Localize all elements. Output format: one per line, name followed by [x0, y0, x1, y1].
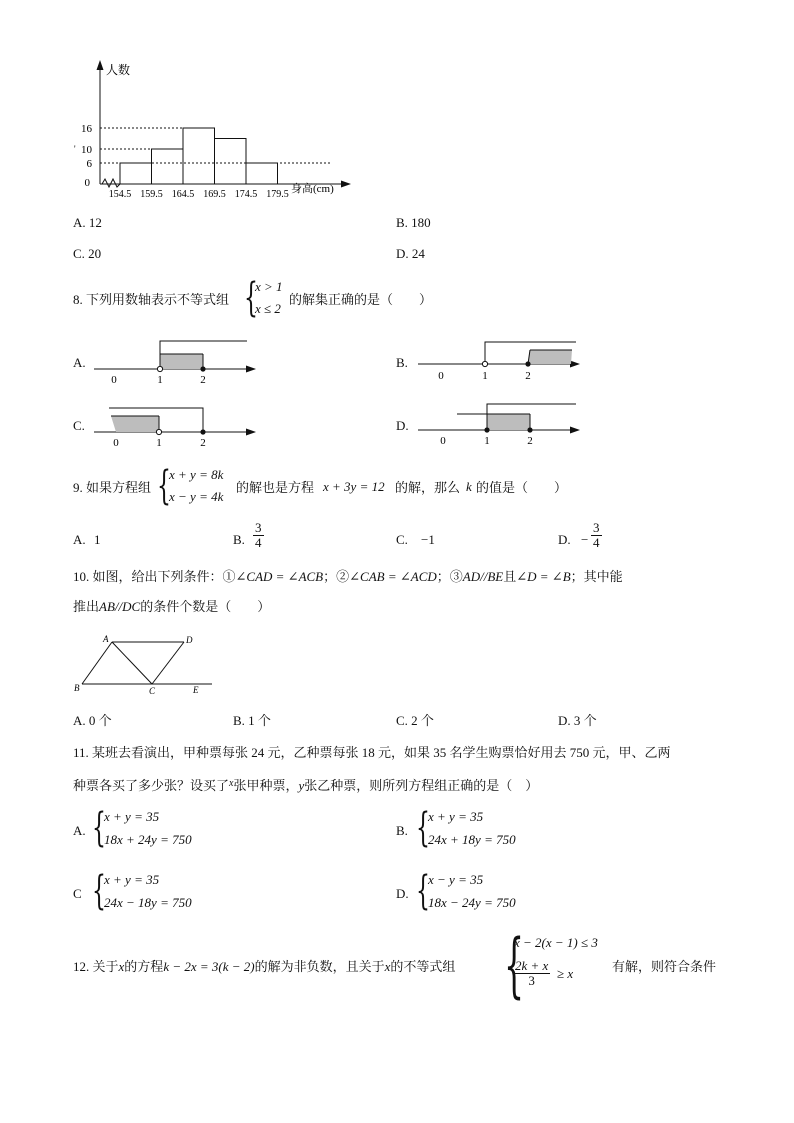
q11-option-c-label: C: [73, 886, 82, 901]
q8-number-line-c: [90, 400, 265, 448]
point-c-label: C: [149, 686, 156, 696]
tick-2: 2: [525, 370, 531, 382]
q11-option-a-label: A.: [73, 823, 86, 838]
q8-stem-after: 的解集正确的是（ ）: [289, 292, 433, 307]
q11-option-d-line1: x − y = 35: [428, 872, 484, 887]
q12-stem: [73, 958, 455, 976]
q9-stem-end: 的值是（ ）: [476, 480, 568, 495]
q9-equation: x + 3y = 12: [323, 479, 385, 494]
x-tick-label: 169.5: [203, 189, 226, 200]
q11-line1: 11. 某班去看演出，甲种票每张 24 元，乙种票每张 18 元，如果 35 名学生购票恰好用去 750 元，甲、乙两: [73, 745, 671, 760]
tick-1: 1: [484, 435, 490, 447]
q11-option-d-line2: 18x − 24y = 750: [428, 895, 516, 910]
x-axis-arrow: [341, 181, 351, 188]
tick-1: 1: [157, 374, 163, 384]
q10-and: 且: [503, 569, 517, 584]
q12-suffix: 有解，则符合条件: [612, 959, 717, 974]
point-a-label: A: [103, 634, 109, 644]
q11-option-c-line1: x + y = 35: [104, 872, 160, 887]
x-tick-label: 174.5: [234, 189, 258, 200]
q10-sep2: ；③: [436, 569, 463, 584]
height-histogram: [60, 58, 360, 206]
q9-stem-after: 的解，那么: [395, 480, 461, 495]
q10-suffix: ；其中能: [570, 569, 623, 584]
numerator: 3: [255, 520, 262, 535]
q9-option-a-label: A.: [73, 532, 86, 547]
q10-geometry-figure: [72, 632, 217, 698]
q10-line2-suffix: 的条件个数是（ ）: [140, 599, 271, 614]
q8-number-line-d: [414, 400, 589, 448]
q8-option-a: A.: [73, 355, 86, 370]
q10-condition-3b: ∠D = ∠B: [516, 569, 571, 584]
q12-prefix: 12. 关于: [73, 959, 119, 974]
x-tick-label: 154.5: [108, 189, 132, 200]
q11-option-b-line2: 24x + 18y = 750: [428, 832, 516, 847]
q12-var-x1: x: [118, 959, 125, 974]
q8-number-line-b: [414, 336, 589, 384]
q8-option-c: C.: [73, 418, 85, 433]
x-tick-label: 159.5: [140, 189, 163, 200]
origin-label: 0: [84, 177, 90, 189]
x-axis-label: 身高(cm): [291, 183, 334, 195]
tick-2: 2: [200, 437, 206, 448]
q11-line2-a: 种票各买了多少张？设买了: [73, 778, 230, 793]
x-tick-label: 164.5: [171, 189, 195, 200]
q7-option-b: B. 180: [396, 215, 431, 230]
q12-ineq2-fraction: [513, 959, 550, 988]
y-tick-label: 16: [81, 123, 92, 135]
q8-number-line-a: [90, 336, 265, 384]
q8-stem-before: 8. 下列用数轴表示不等式组: [73, 292, 230, 307]
q8-brace: {: [244, 275, 258, 321]
q9-option-b-label: B.: [233, 532, 245, 547]
q10-condition-3a: AD//BE: [462, 569, 504, 584]
x-tick-label: 179.5: [266, 189, 289, 200]
q12-equation: k − 2x = 3(k − 2): [163, 959, 255, 974]
q12-mid1: 的方程: [124, 959, 164, 974]
q11-option-b-brace: {: [416, 805, 430, 851]
q9-line1: x + y = 8k: [169, 467, 224, 482]
q10-line1: [73, 568, 623, 586]
numerator: 3: [593, 520, 600, 535]
q11-option-a-brace: {: [92, 805, 106, 851]
denominator: 4: [593, 535, 600, 550]
q8-line2: x ≤ 2: [255, 301, 281, 316]
q11-option-c-line2: 24x − 18y = 750: [104, 895, 192, 910]
q11-option-b-label: B.: [396, 823, 408, 838]
q12-mid2: 的解为非负数，且关于: [254, 959, 385, 974]
q11-line2-b: 张甲种票，: [233, 778, 299, 793]
q9-brace: {: [157, 463, 171, 509]
histogram-bar: [152, 149, 184, 184]
q9-stem-before: 9. 如果方程组: [73, 480, 152, 495]
q11-line2-c: 张乙种票，则所列方程组正确的是（ ）: [304, 778, 539, 793]
q10-option-b: B. 1 个: [233, 713, 271, 728]
y-axis-arrow: [97, 60, 104, 70]
q7-option-c: C. 20: [73, 246, 102, 261]
y-tick-label: 6: [86, 158, 92, 170]
tick-0: 0: [111, 374, 117, 384]
point-d-label: D: [186, 635, 193, 645]
tick-0: 0: [440, 435, 446, 447]
q8-line1: x > 1: [255, 279, 283, 294]
q10-option-c: C. 2 个: [396, 713, 434, 728]
q12-ineq1: x − 2(x − 1) ≤ 3: [514, 935, 598, 950]
q11-option-a-line1: x + y = 35: [104, 809, 160, 824]
histogram-bar: [120, 163, 152, 184]
q11-option-b-line1: x + y = 35: [428, 809, 484, 824]
histogram-bar: [246, 163, 278, 184]
q10-condition-2: ∠CAB = ∠ACD: [349, 569, 437, 584]
q9-option-b-fraction: [253, 521, 264, 550]
q8-option-d: D.: [396, 418, 409, 433]
point-e-label: E: [193, 685, 199, 695]
histogram-bar: [183, 128, 215, 184]
tick-0: 0: [113, 437, 119, 448]
q12-mid3: 的不等式组: [390, 959, 456, 974]
denominator: 4: [255, 535, 262, 550]
q9-k: k: [466, 479, 472, 494]
q10-target: AB//DC: [99, 599, 141, 614]
q12-brace: {: [504, 924, 525, 1006]
q9-option-c-label: C.: [396, 532, 408, 547]
q7-option-d: D. 24: [396, 246, 425, 261]
q9-option-d-fraction: [591, 521, 602, 550]
q8-option-b: B.: [396, 355, 408, 370]
tick-1: 1: [482, 370, 488, 382]
q10-option-a: A. 0 个: [73, 713, 112, 728]
tick-1: 1: [156, 437, 162, 448]
q12-var-x2: x: [384, 959, 391, 974]
q10-prefix: 10. 如图，给出下列条件：①: [73, 569, 236, 584]
q11-option-a-line2: 18x + 24y = 750: [104, 832, 192, 847]
denominator: 3: [528, 973, 535, 988]
q10-sep1: ；②: [323, 569, 350, 584]
q12-ineq2-tail: ≥ x: [557, 966, 574, 981]
axis-break: [102, 179, 120, 187]
q11-var-x: x: [229, 778, 234, 789]
q9-line2: x − y = 4k: [169, 489, 224, 504]
q11-var-y: y: [298, 778, 305, 793]
q10-condition-1: ∠CAD = ∠ACB: [235, 569, 324, 584]
tick-2: 2: [200, 374, 206, 384]
q9-option-d-sign: −: [581, 532, 589, 547]
y-tick-label: 10: [81, 144, 92, 156]
q9-option-c-value: −1: [421, 532, 435, 547]
y-axis-label: 人数: [106, 63, 131, 77]
q11-option-d-label: D.: [396, 886, 409, 901]
q10-line2: [73, 598, 270, 616]
side-mark: ': [74, 144, 76, 154]
q11-option-d-brace: {: [416, 868, 430, 914]
numerator: 2k + x: [515, 958, 549, 973]
q9-option-d-label: D.: [558, 532, 571, 547]
histogram-bar: [215, 139, 247, 185]
q9-option-a-value: 1: [94, 532, 101, 547]
tick-0: 0: [438, 370, 444, 382]
q10-option-d: D. 3 个: [558, 713, 597, 728]
q9-stem-mid: 的解也是方程: [236, 480, 315, 495]
q10-line2-prefix: 推出: [73, 599, 100, 614]
q11-option-c-brace: {: [92, 868, 106, 914]
tick-2: 2: [527, 435, 533, 447]
q7-option-a: A. 12: [73, 215, 102, 230]
point-b-label: B: [74, 683, 80, 693]
q11-line2: [73, 775, 538, 795]
